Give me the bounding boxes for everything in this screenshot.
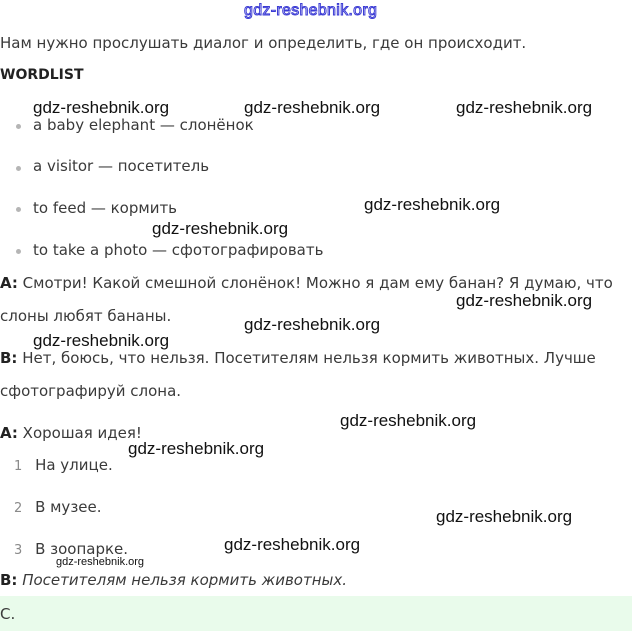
dialog-line-a1-cont: слоны любят бананы. — [0, 307, 172, 325]
watermark-text: gdz-reshebnik.org — [128, 439, 265, 458]
watermark-text: gdz-reshebnik.org — [456, 291, 593, 310]
dialog-text: Смотри! Какой смешной слонёнок! Можно я дам ему банан? Я думаю, что — [22, 274, 613, 292]
dialog-line-a2 — [0, 424, 142, 442]
header-watermark: gdz-reshebnik.org — [244, 2, 378, 19]
speaker-label: B: — [0, 571, 18, 589]
intro-text: Нам нужно прослушать диалог и определить, где он происходит. — [0, 34, 527, 52]
answer-highlight — [0, 596, 632, 631]
watermark-text: gdz-reshebnik.org — [244, 98, 381, 117]
wordlist-item: to take a photo — сфотографировать — [33, 241, 324, 259]
watermark-text: gdz-reshebnik.org — [152, 219, 289, 238]
dialog-text: Нет, боюсь, что нельзя. Посетителям нельзя кормить животных. Лучше — [22, 349, 596, 367]
bullet-icon — [16, 166, 21, 171]
option-number: 3 — [14, 543, 23, 558]
bullet-icon — [16, 249, 21, 254]
watermark-text-small: gdz-reshebnik.org — [56, 556, 145, 568]
watermark-text: gdz-reshebnik.org — [340, 411, 477, 430]
wordlist-item: to feed — кормить — [33, 199, 178, 217]
watermark-text: gdz-reshebnik.org — [456, 98, 593, 117]
speaker-label: A: — [0, 274, 18, 292]
watermark-text: gdz-reshebnik.org — [244, 315, 381, 334]
watermark-text: gdz-reshebnik.org — [33, 331, 170, 350]
option-item — [14, 456, 113, 476]
option-text: В зоопарке. — [35, 540, 129, 558]
watermark-text: gdz-reshebnik.org — [364, 195, 501, 214]
dialog-line-a1 — [0, 274, 613, 292]
dialog-line-b1 — [0, 349, 596, 367]
watermark-text: gdz-reshebnik.org — [33, 98, 170, 117]
answer-c: C. — [0, 605, 16, 623]
speaker-label: A: — [0, 424, 18, 442]
wordlist-title: WORDLIST — [0, 67, 84, 83]
dialog-text: Хорошая идея! — [22, 424, 142, 442]
option-text: В музее. — [35, 498, 102, 516]
watermark-text: gdz-reshebnik.org — [436, 507, 573, 526]
bullet-icon — [16, 207, 21, 212]
watermark-text: gdz-reshebnik.org — [224, 535, 361, 554]
dialog-line-b1-cont: сфотографируй слона. — [0, 382, 182, 400]
wordlist-item: a visitor — посетитель — [33, 157, 210, 175]
option-item — [14, 498, 102, 518]
answer-b-line — [0, 571, 347, 589]
answer-b-text: Посетителям нельзя кормить животных. — [22, 571, 348, 589]
option-number: 1 — [14, 459, 23, 474]
bullet-icon — [16, 124, 21, 129]
option-number: 2 — [14, 501, 23, 516]
option-text: На улице. — [35, 456, 113, 474]
speaker-label: B: — [0, 349, 18, 367]
wordlist-item: a baby elephant — слонёнок — [33, 116, 254, 134]
